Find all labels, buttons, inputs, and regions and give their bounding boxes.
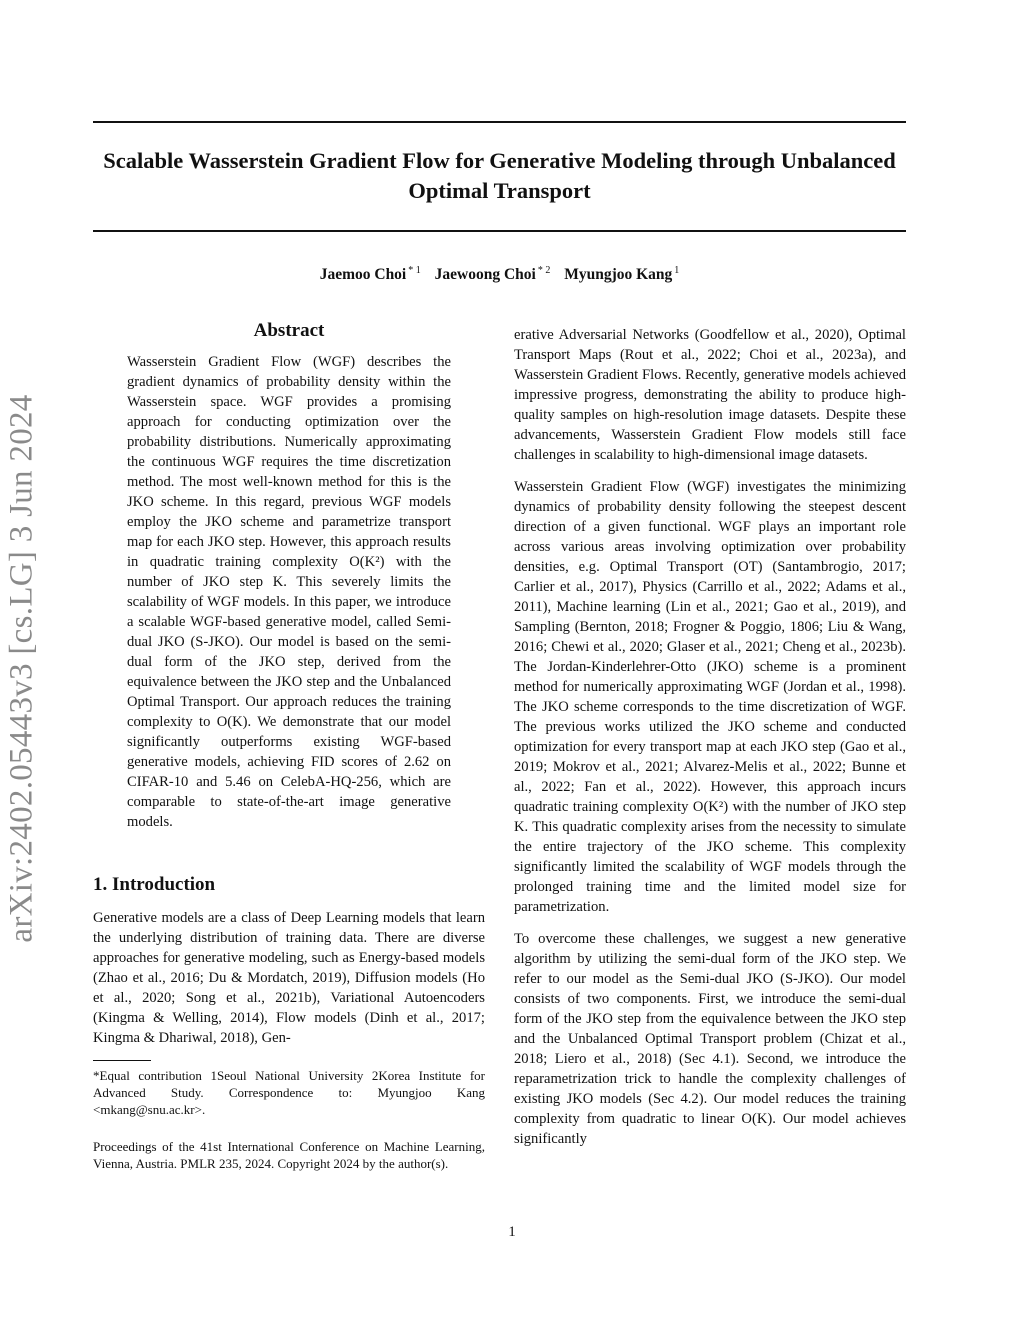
intro-paragraph-2: erative Adversarial Networks (Goodfellow et al., 2020), Optimal Transport Maps (Rout et al., 2022; Choi et al., 2023a), and Wasserstein Gradient Flows. Recently, generative models achieved impressive progress, demonstrating the ability to produce high-quality samples on high-resolution image datasets. Despite these advancements, Wasserstein Gradient Flow models still face challenges in scalability to high-dimensional image datasets. [514,327,906,463]
abstract-text: Wasserstein Gradient Flow (WGF) describes the gradient dynamics of probability density within the Wasserstein space. WGF provides a promising approach for conducting optimization over the probability distributions. Numerically approximating the continuous WGF requires the time discretization method. The most well-known method for this is the JKO scheme. In this regard, previous WGF models employ the JKO scheme and parametrize transport map for each JKO step. However, this approach results in quadratic training complexity O(K²) with the number of JKO step K. This severely limits the scalability of WGF models. In this paper, we introduce a scalable WGF-based generative model, called Semi-dual JKO (S-JKO). Our model is based on the semi-dual form of the JKO step, derived from the equivalence between the JKO step and the Unbalanced Optimal Transport. Our approach reduces the training complexity to O(K). We demonstrate that our model significantly outperforms existing WGF-based generative models, achieving FID scores of 2.62 on CIFAR-10 and 5.46 on CelebA-HQ-256, which are comparable to state-of-the-art image generative models. [127,354,451,830]
author-1: Jaemoo Choi $^{* 1}$ [319,265,421,284]
intro-paragraph-4: To overcome these challenges, we suggest a new generative algorithm by utilizing the semi-dual form of the JKO step. We refer to our model as the Semi-dual JKO (S-JKO). Our model consists of two components. First, we introduce the semi-dual form of the JKO step from the equivalence between the JKO step and the Unbalanced Optimal Transport problem (Chizat et al., 2018; Liero et al., 2018) (Sec 4.1). Second, we introduce the reparametrization trick to handle the complexity challenges of existing JKO models (Sec 4.2). Our model reduces the training complexity from quadratic to linear O(K). Our model achieves significantly [514,931,906,1147]
abstract-heading: Abstract [253,320,325,341]
left-column [93,320,485,1172]
footnote-rule [93,1060,151,1061]
author-2: Jaewoong Choi $^{* 2}$ [434,265,551,284]
proceedings-note: Proceedings of the 41st International Conference on Machine Learning, Vienna, Austria. PMLR 235, 2024. Copyright 2024 by the author(s). [93,1139,485,1171]
footnote-affiliations: *Equal contribution 1Seoul National University 2Korea Institute for Advanced Study. Correspondence to: Myungjoo Kang <mkang@snu.ac.kr>. [93,1068,485,1117]
author-list [93,265,906,284]
right-column [514,325,906,1161]
paper-title: Scalable Wasserstein Gradient Flow for Generative Modeling through Unbalanced Optimal Transport [103,148,896,203]
page-number: 1 [508,1224,516,1240]
title-bottom-rule [93,230,906,232]
author-3: Myungjoo Kang $^1$ [564,265,680,284]
intro-paragraph-3: Wasserstein Gradient Flow (WGF) investigates the minimizing dynamics of probability density following the steepest descent direction of a given functional. WGF plays an important role across various areas involving optimization over probability densities, e.g. Optimal Transport (OT) (Santambrogio, 2017; Carlier et al., 2017), Physics (Carrillo et al., 2022; Adams et al., 2011), Machine learning (Lin et al., 2021; Gao et al., 2019), and Sampling (Bernton, 2018; Frogner & Poggio, 1806; Liu & Wang, 2016; Chewi et al., 2020; Glaser et al., 2021; Cheng et al., 2023b). The Jordan-Kinderlehrer-Otto (JKO) scheme is a prominent method for numerically approximating WGF (Jordan et al., 1998). The JKO scheme corresponds to the time discretization of WGF. The previous works utilized the JKO scheme and conducted optimization for every transport map at each JKO step (Gao et al., 2019; Mokrov et al., 2021; Alvarez-Melis et al., 2022; Bunne et al., 2022; Fan et al., 2022). However, this approach incurs quadratic training complexity O(K²) with the number of JKO step K. This quadratic complexity arises from the necessity to simulate the entire trajectory of the JKO scheme. This complexity significantly limited the scalability of WGF models through the prolonged training time and the limited model size for parametrization. [514,479,906,915]
intro-paragraph-1: Generative models are a class of Deep Learning models that learn the underlying distribution of training data. There are diverse approaches for generative modeling, such as Energy-based models (Zhao et al., 2016; Du & Mordatch, 2019), Diffusion models (Ho et al., 2020; Song et al., 2021b), Variational Autoencoders (Kingma & Welling, 2014), Flow models (Dinh et al., 2017; Kingma & Dhariwal, 2018), Gen- [93,910,485,1046]
title-top-rule [93,121,906,123]
arxiv-stamp: arXiv:2402.05443v3 [cs.LG] 3 Jun 2024 [3,394,40,943]
introduction-heading: 1. Introduction [93,874,216,895]
